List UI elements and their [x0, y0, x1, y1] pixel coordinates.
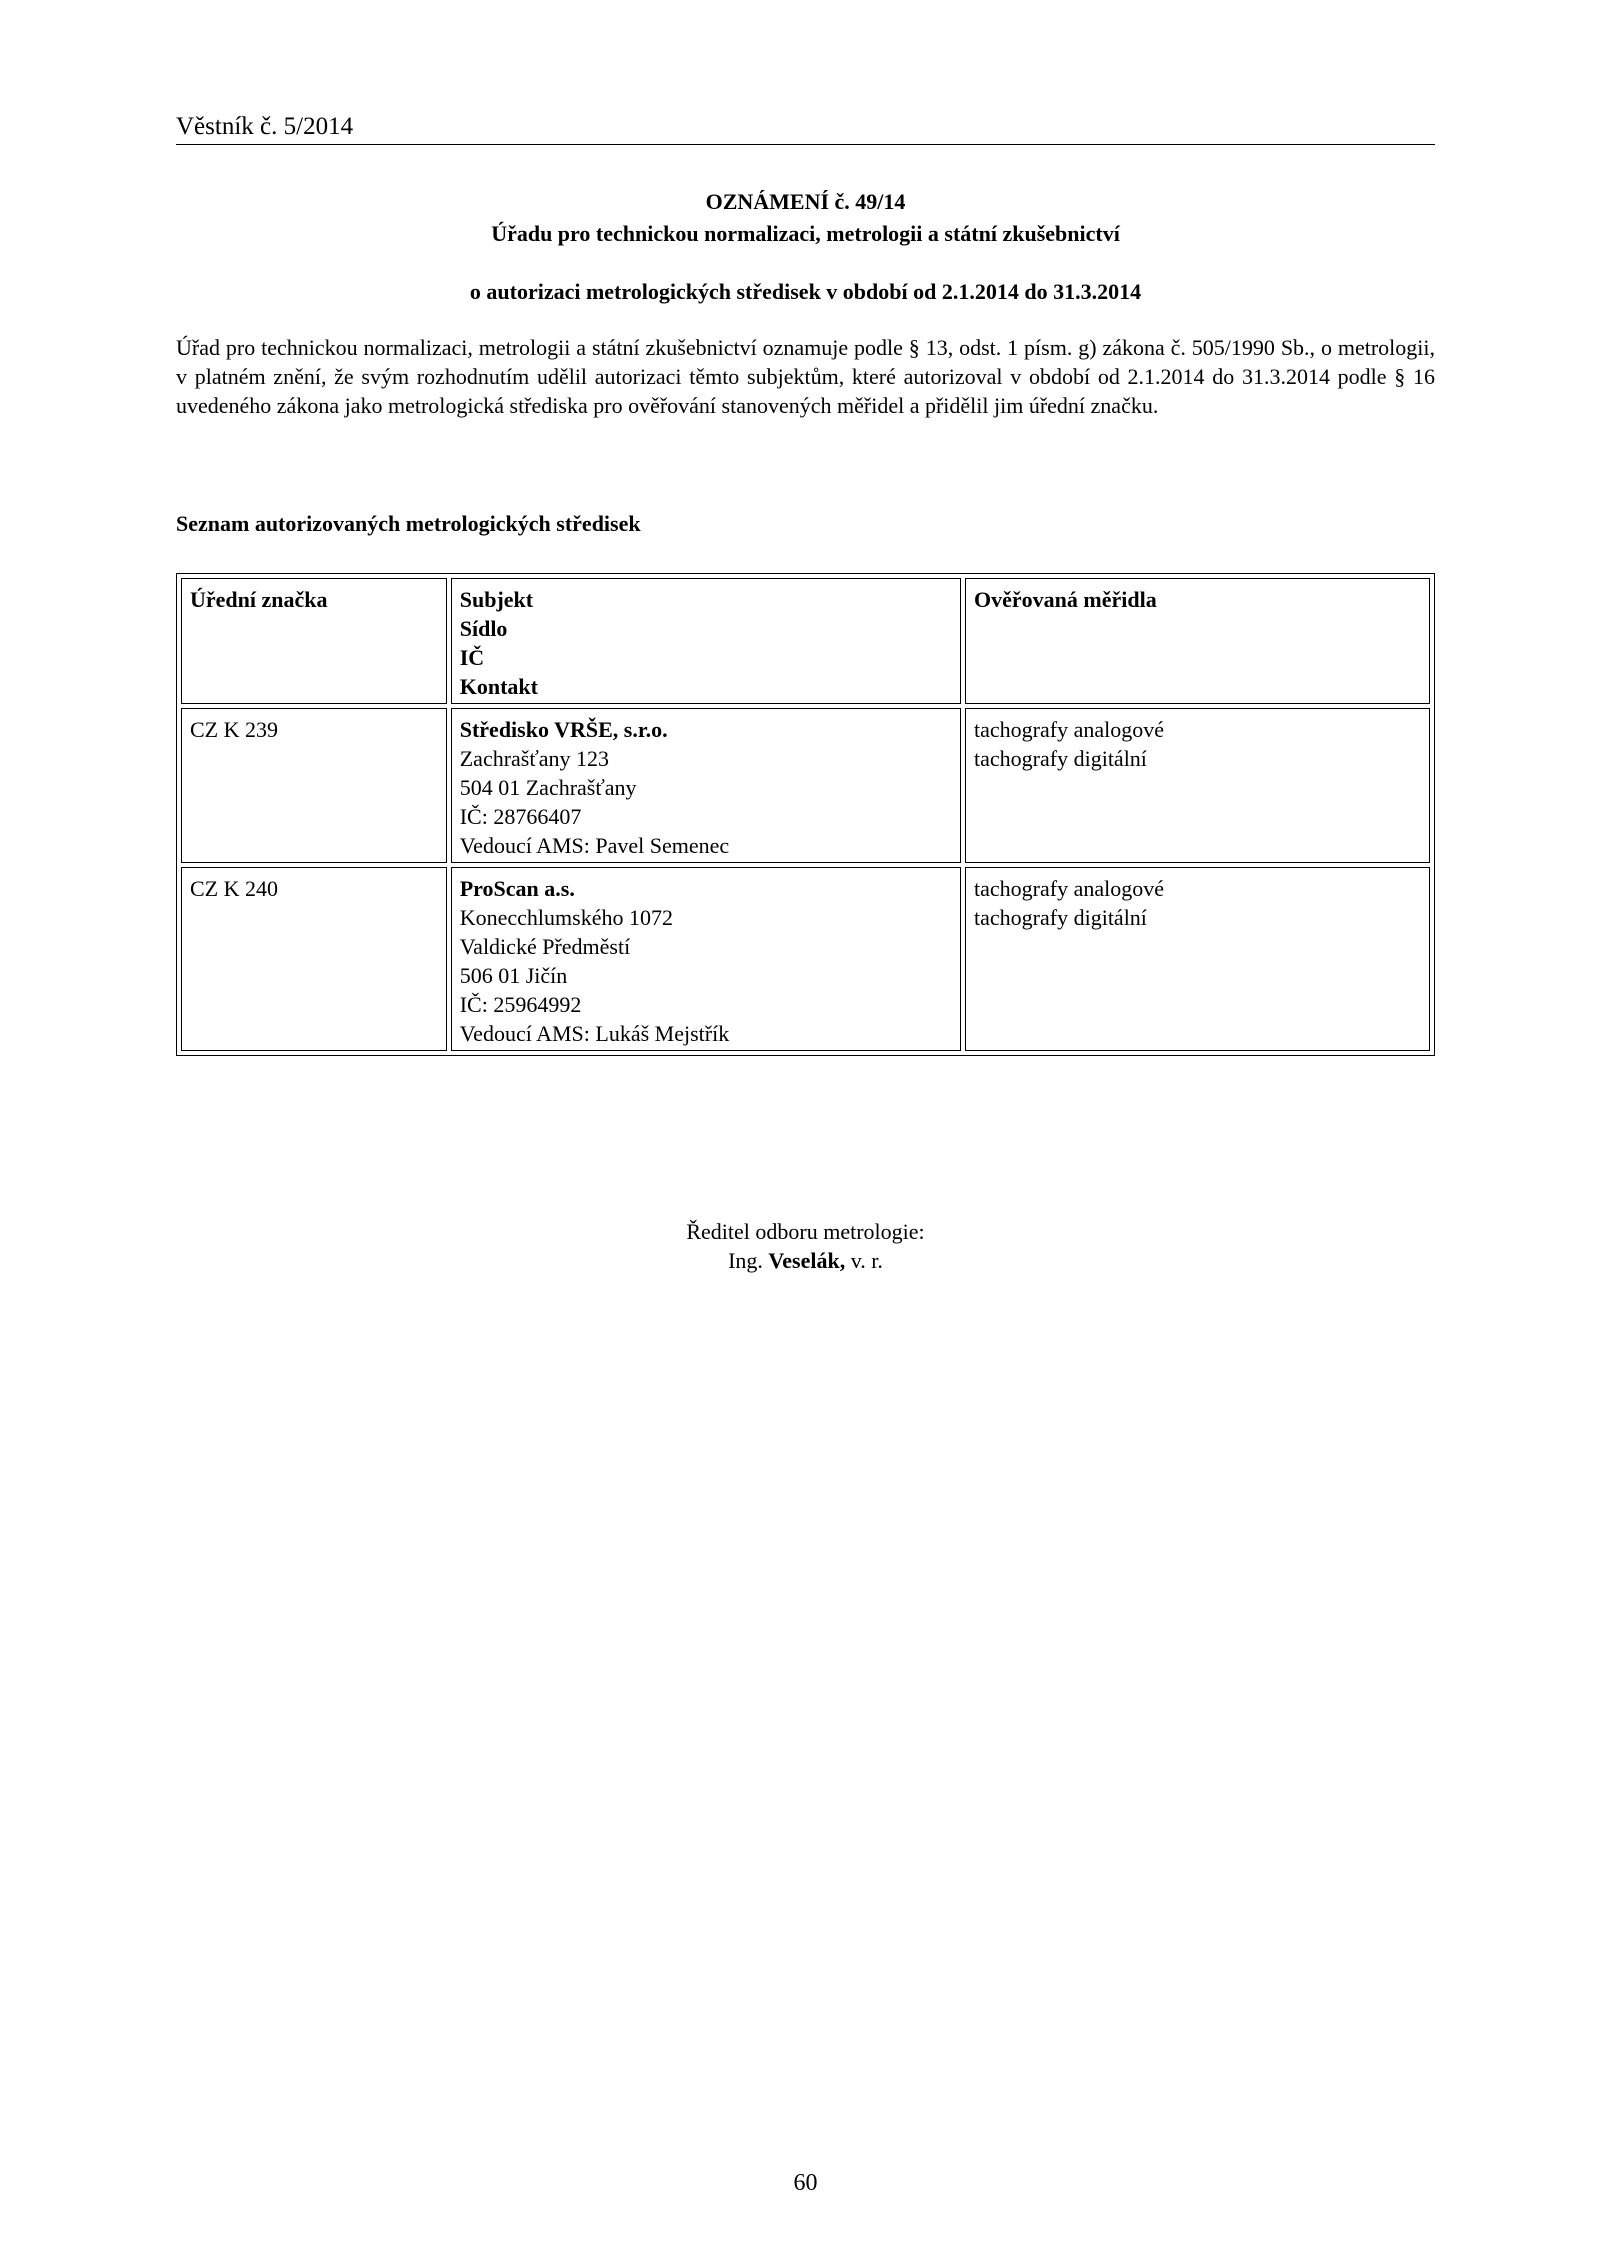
table-row: [181, 867, 1430, 1051]
signature-name-line: [176, 1246, 1435, 1275]
header-instruments-label: Ověřovaná měřidla: [974, 587, 1157, 612]
address-line: Zachrašťany 123: [459, 746, 610, 771]
signature-name: Veselák,: [768, 1248, 846, 1273]
instrument-item: tachografy digitální: [974, 905, 1147, 930]
intro-paragraph: Úřad pro technickou normalizaci, metrologii a státní zkušebnictví oznamuje podle § 13, odst. 1 písm. g) zákona č. 505/1990 Sb., o metrologii, v platném znění, že svým rozhodnutím udělil autorizaci těmto subjektům, které autorizoval v období od 2.1.2014 do 31.3.2014 podle § 16 uvedeného zákona jako metrologická střediska pro ověřování stanovených měřidel a přidělil jim úřední značku.: [176, 335, 1435, 418]
header-official-mark: [181, 578, 447, 704]
signature-title: Ředitel odboru metrologie:: [686, 1219, 925, 1244]
page-number: 60: [793, 2170, 818, 2196]
official-mark: CZ K 240: [190, 876, 278, 901]
instrument-item: tachografy analogové: [974, 717, 1164, 742]
official-mark-cell: [181, 867, 447, 1051]
announcement-title-block: [176, 186, 1435, 308]
instrument-item: tachografy digitální: [974, 746, 1147, 771]
subject-cell: [451, 867, 961, 1051]
contact-person: Vedoucí AMS: Lukáš Mejstřík: [459, 1021, 730, 1046]
header-ic-label: IČ: [459, 645, 485, 670]
signature-suffix: v. r.: [850, 1248, 883, 1273]
company-id: IČ: 25964992: [459, 992, 582, 1017]
subject-name: Středisko VRŠE, s.r.o.: [459, 717, 668, 742]
address-line: Valdické Předměstí: [459, 934, 631, 959]
authorization-table: [176, 573, 1435, 1056]
instrument-item: tachografy analogové: [974, 876, 1164, 901]
table-row: [181, 708, 1430, 863]
announcement-subject: o autorizaci metrologických středisek v období od 2.1.2014 do 31.3.2014: [469, 279, 1142, 304]
official-mark-cell: [181, 708, 447, 863]
issuing-office: Úřadu pro technickou normalizaci, metrologii a státní zkušebnictví: [491, 221, 1120, 246]
address-line: 504 01 Zachrašťany: [459, 775, 637, 800]
header-seat-label: Sídlo: [459, 616, 508, 641]
subject-cell: [451, 708, 961, 863]
header-subject: [451, 578, 961, 704]
official-mark: CZ K 239: [190, 717, 278, 742]
table-header-row: [181, 578, 1430, 704]
company-id: IČ: 28766407: [459, 804, 582, 829]
signature-prefix: Ing.: [728, 1248, 763, 1273]
instruments-cell: [965, 708, 1430, 863]
announcement-number: OZNÁMENÍ č. 49/14: [705, 189, 906, 214]
instruments-cell: [965, 867, 1430, 1051]
contact-person: Vedoucí AMS: Pavel Semenec: [459, 833, 730, 858]
signature-block: [176, 1217, 1435, 1275]
header-subject-label: Subjekt: [459, 587, 534, 612]
address-line: 506 01 Jičín: [459, 963, 568, 988]
subject-name: ProScan a.s.: [459, 876, 575, 901]
header-official-mark-label: Úřední značka: [190, 587, 328, 612]
section-title: Seznam autorizovaných metrologických středisek: [176, 511, 641, 536]
bulletin-header: Věstník č. 5/2014: [176, 112, 1435, 145]
address-line: Konecchlumského 1072: [459, 905, 673, 930]
header-instruments: [965, 578, 1430, 704]
header-contact-label: Kontakt: [459, 674, 538, 699]
